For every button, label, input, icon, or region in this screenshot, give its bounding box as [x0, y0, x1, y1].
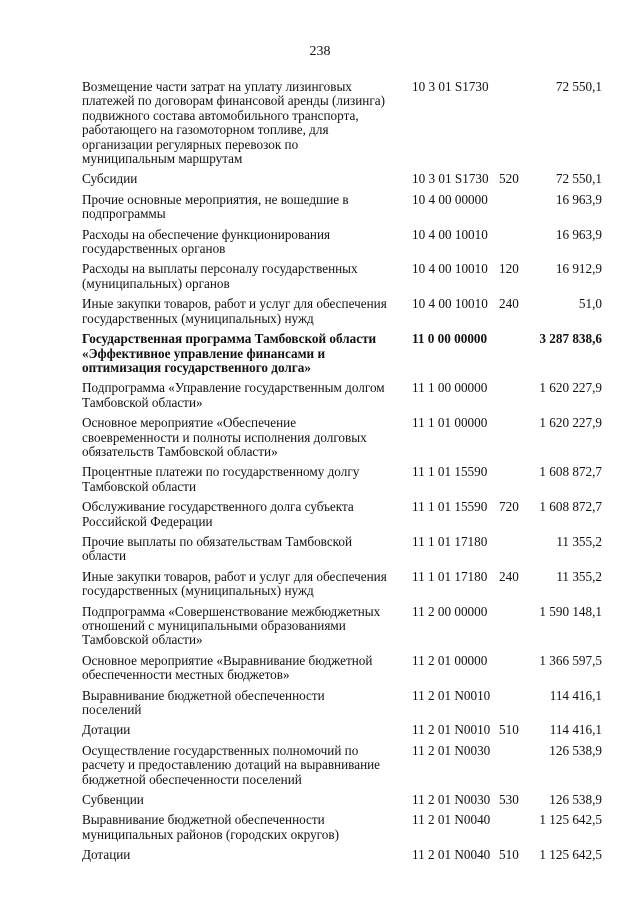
table-row [82, 723, 602, 737]
row-sum: 72 550,1 [555, 171, 602, 187]
table-row [82, 416, 602, 459]
row-name: Субвенции [82, 792, 144, 808]
row-code: 10 4 00 10010 [412, 261, 488, 277]
row-sum: 51,0 [578, 296, 602, 312]
row-name: Прочие основные мероприятия, не вошедшие в подпрограммы [82, 191, 349, 222]
table-row [82, 500, 602, 529]
table-row [82, 297, 602, 326]
table-row [82, 793, 602, 807]
row-name: Осуществление государственных полномочий по расчету и предоставлению дотаций на выравнивание бюджетной обеспеченности поселений [82, 742, 381, 787]
row-name: Субсидии [82, 171, 138, 187]
row-sum: 1 366 597,5 [539, 652, 602, 668]
row-code: 11 2 01 N0010 [412, 722, 491, 738]
row-sum: 16 912,9 [555, 261, 602, 277]
row-sum: 114 416,1 [549, 687, 602, 703]
row-name: Выравнивание бюджетной обеспеченности муниципальных районов (городских округов) [82, 812, 339, 842]
table-row [82, 228, 602, 257]
table-row [82, 570, 602, 599]
table-row [82, 80, 602, 166]
row-sum: 1 125 642,5 [539, 847, 602, 863]
row-sum: 3 287 838,6 [539, 331, 602, 347]
row-expense-type: 720 [499, 499, 519, 515]
row-sum: 11 355,2 [556, 533, 602, 549]
row-sum: 72 550,1 [555, 79, 602, 94]
table-row [82, 465, 602, 494]
row-sum: 126 538,9 [549, 792, 602, 808]
table-row [82, 332, 602, 375]
row-expense-type: 120 [499, 261, 519, 277]
row-name: Расходы на выплаты персоналу государственных (муниципальных) органов [82, 261, 358, 291]
row-expense-type: 520 [499, 171, 519, 187]
row-code: 11 2 01 N0040 [412, 847, 491, 863]
budget-table [82, 80, 602, 869]
row-sum: 1 608 872,7 [539, 499, 602, 515]
row-name: Процентные платежи по государственному долгу Тамбовской области [82, 464, 360, 494]
row-code: 11 1 00 00000 [412, 380, 488, 396]
row-expense-type: 530 [499, 792, 519, 808]
row-code: 11 2 00 00000 [412, 603, 488, 619]
row-expense-type: 510 [499, 722, 519, 738]
row-sum: 126 538,9 [549, 742, 602, 758]
row-code: 11 2 01 N0010 [412, 687, 491, 703]
row-code: 11 1 01 15590 [412, 499, 488, 515]
row-name: Выравнивание бюджетной обеспеченности поселений [82, 687, 325, 718]
row-code: 11 1 01 15590 [412, 464, 488, 480]
row-code: 10 3 01 S1730 [412, 79, 489, 94]
row-sum: 1 620 227,9 [539, 415, 602, 431]
row-expense-type: 240 [499, 568, 519, 584]
row-sum: 1 125 642,5 [539, 812, 602, 828]
row-sum: 1 590 148,1 [539, 603, 602, 619]
row-name: Иные закупки товаров, работ и услуг для обеспечения государственных (муниципальных) нужд [82, 568, 387, 599]
row-name: Расходы на обеспечение функционирования государственных органов [82, 226, 331, 257]
row-sum: 1 608 872,7 [539, 464, 602, 480]
table-row [82, 689, 602, 718]
table-row [82, 605, 602, 648]
table-row [82, 193, 602, 222]
row-expense-type: 240 [499, 296, 519, 312]
row-code: 11 1 01 17180 [412, 533, 488, 549]
table-row [82, 262, 602, 291]
row-code: 10 4 00 00000 [412, 191, 488, 207]
row-name: Подпрограмма «Управление государственным долгом Тамбовской области» [82, 380, 385, 410]
row-name: Основное мероприятие «Выравнивание бюджетной обеспеченности местных бюджетов» [82, 652, 373, 683]
row-name: Возмещение части затрат на уплату лизинговых платежей по договорам финансовой аренды (лизинга) подвижного состава автомобильного транспорта, работающего на газомоторном топливе, для организации регулярных перевозок по муниципальным маршрутам [82, 79, 385, 167]
row-sum: 16 963,9 [555, 226, 602, 242]
row-code: 11 2 01 N0040 [412, 812, 491, 828]
row-expense-type: 510 [499, 847, 519, 863]
row-code: 11 2 01 00000 [412, 652, 488, 668]
row-name: Прочие выплаты по обязательствам Тамбовской области [82, 533, 353, 564]
row-name: Иные закупки товаров, работ и услуг для обеспечения государственных (муниципальных) нужд [82, 296, 387, 326]
row-sum: 16 963,9 [555, 191, 602, 207]
row-code: 10 4 00 10010 [412, 296, 488, 312]
table-row [82, 848, 602, 862]
table-row [82, 813, 602, 842]
row-sum: 114 416,1 [549, 722, 602, 738]
row-code: 10 3 01 S1730 [412, 171, 489, 187]
row-code: 11 2 01 N0030 [412, 742, 491, 758]
table-row [82, 744, 602, 787]
table-row [82, 535, 602, 564]
row-name: Дотации [82, 847, 131, 863]
page-number: 238 [309, 44, 331, 59]
table-row [82, 172, 602, 186]
row-name: Основное мероприятие «Обеспечение своевременности и полноты исполнения долговых обязательств Тамбовской области» [82, 415, 367, 459]
row-name: Подпрограмма «Совершенствование межбюджетных отношений с муниципальными образованиями Тамбовской области» [82, 603, 381, 648]
row-code: 11 1 01 17180 [412, 568, 488, 584]
row-code: 10 4 00 10010 [412, 226, 488, 242]
row-code: 11 1 01 00000 [412, 415, 488, 431]
row-name: Государственная программа Тамбовской области «Эффективное управление финансами и оптимизация государственного долга» [82, 331, 377, 375]
row-sum: 1 620 227,9 [539, 380, 602, 396]
row-name: Обслуживание государственного долга субъекта Российской Федерации [82, 499, 354, 529]
row-code: 11 2 01 N0030 [412, 792, 491, 808]
table-row [82, 381, 602, 410]
table-row [82, 654, 602, 683]
row-name: Дотации [82, 722, 131, 738]
row-sum: 11 355,2 [556, 568, 602, 584]
row-code: 11 0 00 00000 [412, 331, 488, 347]
